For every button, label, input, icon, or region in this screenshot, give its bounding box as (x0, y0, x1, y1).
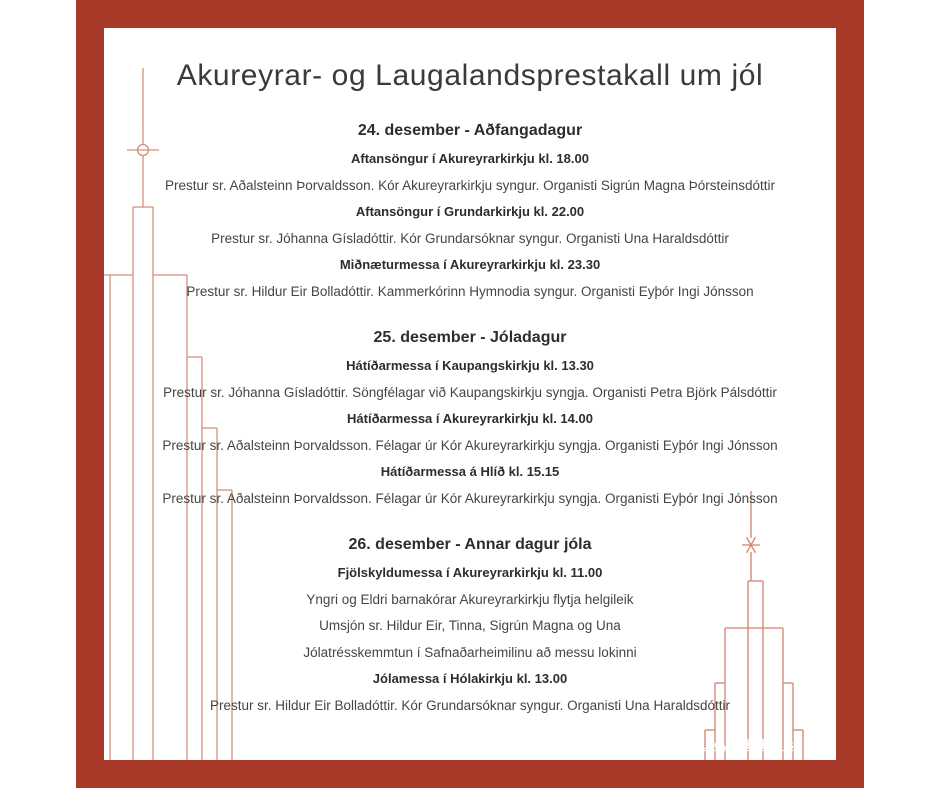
detail-line: Prestur sr. Jóhanna Gísladóttir. Kór Grundarsóknar syngur. Organisti Una Haraldsdóttir (211, 230, 729, 246)
detail-line: Prestur sr. Hildur Eir Bolladóttir. Kammerkórinn Hymnodia syngur. Organisti Eyþór Ingi Jónsson (186, 283, 754, 299)
event-line: Aftansöngur í Grundarkirkju kl. 22.00 (355, 204, 585, 219)
detail-line: Prestur sr. Aðalsteinn Þorvaldsson. Félagar úr Kór Akureyrarkirkju syngja. Organisti Eyþór Ingi Jónsson (162, 437, 778, 453)
poster-content (104, 28, 836, 760)
website-link[interactable]: www.akureyrarkirkja.is (653, 737, 794, 752)
section-26-desember (104, 534, 836, 719)
event-line: Hátíðarmessa í Akureyrarkirkju kl. 14.00 (347, 411, 593, 426)
section-heading: 26. desember - Annar dagur jóla (348, 536, 592, 553)
detail-line: Jólatrésskemmtun í Safnaðarheimilinu að messu lokinni (303, 644, 637, 660)
page-title: Akureyrar- og Laugalandsprestakall um jól (176, 59, 764, 92)
detail-line: Prestur sr. Aðalsteinn Þorvaldsson. Félagar úr Kór Akureyrarkirkju syngja. Organisti Eyþór Ingi Jónsson (162, 490, 778, 506)
event-line: Jólamessa í Hólakirkju kl. 13.00 (372, 671, 568, 686)
detail-line: Umsjón sr. Hildur Eir, Tinna, Sigrún Magna og Una (319, 618, 621, 633)
event-line: Aftansöngur í Akureyrarkirkju kl. 18.00 (351, 151, 589, 166)
event-line: Fjölskyldumessa í Akureyrarkirkju kl. 11.00 (337, 565, 603, 580)
poster-frame (76, 0, 864, 788)
section-25-desember (104, 327, 836, 512)
section-heading: 25. desember - Jóladagur (373, 329, 567, 346)
event-line: Hátíðarmessa á Hlíð kl. 15.15 (380, 464, 560, 479)
detail-line: Prestur sr. Hildur Eir Bolladóttir. Kór Grundarsóknar syngur. Organisti Una Haraldsdóttir (210, 697, 730, 713)
detail-line: Prestur sr. Aðalsteinn Þorvaldsson. Kór Akureyrarkirkju syngur. Organisti Sigrún Magna Þórsteinsdóttir (164, 177, 776, 193)
event-line: Miðnæturmessa í Akureyrarkirkju kl. 23.30 (339, 257, 601, 272)
event-line: Hátíðarmessa í Kaupangskirkju kl. 13.30 (346, 358, 594, 373)
section-24-desember (104, 120, 836, 305)
detail-line: Yngri og Eldri barnakórar Akureyrarkirkju flytja helgileik (306, 591, 634, 607)
section-heading: 24. desember - Aðfangadagur (357, 122, 583, 139)
detail-line: Prestur sr. Jóhanna Gísladóttir. Söngfélagar við Kaupangskirkju syngja. Organisti Petra Björk Pálsdóttir (163, 384, 777, 400)
